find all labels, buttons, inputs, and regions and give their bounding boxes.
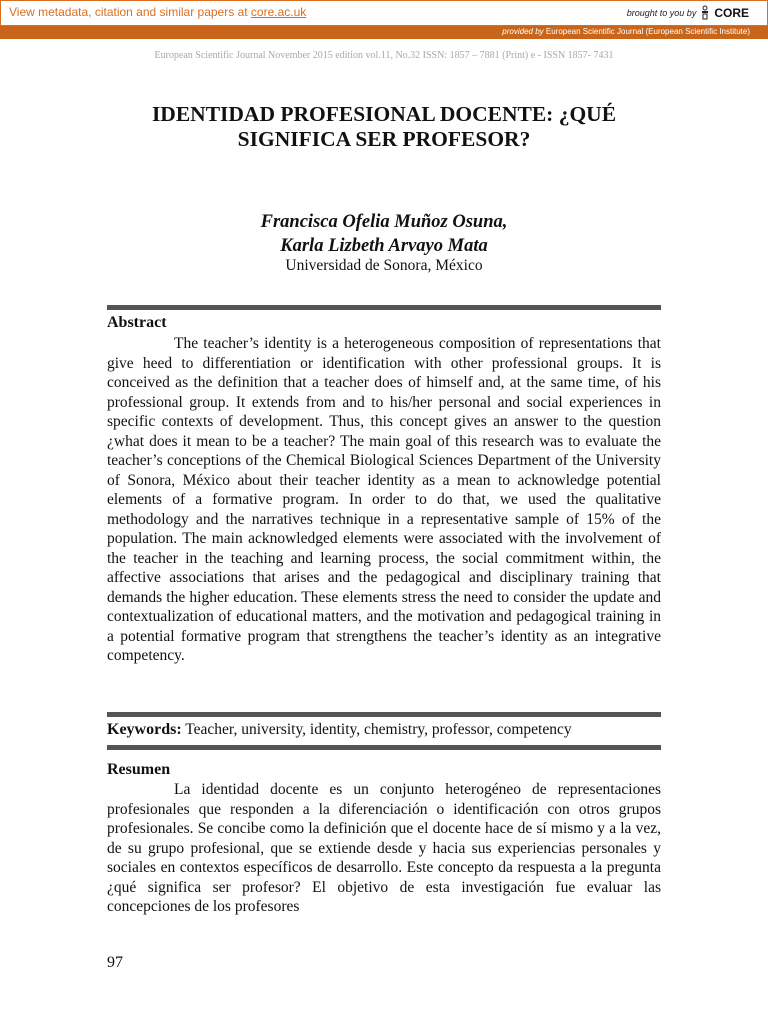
affiliation: Universidad de Sonora, México <box>285 257 483 274</box>
abstract-heading: Abstract <box>107 314 167 331</box>
resumen-heading: Resumen <box>107 761 171 778</box>
page-number: 97 <box>107 954 123 971</box>
author-2: Karla Lizbeth Arvayo Mata <box>280 236 488 256</box>
abstract-text: The teacher’s identity is a heterogeneous composition of representations that give heed to differentiation or identification with other professional groups. It is conceived as the definition that a teacher does of himself and, at the same time, of his professional group. It extends from and to his/her personal and social experiences in specific contexts of development. Thus, this concept gives an answer to the question ¿what does it mean to be a teacher? The main goal of this research was to evaluate the teacher’s conceptions of the Chemical Biological Sciences Department of the University of Sonora, México about their teacher identity as a mean to acknowledge potential elements of a formative program. In order to do that, we used the qualitative methodology and the narratives technique in a representative sample of 15% of the population. The main acknowledged elements were associated with the involvement of the teacher in the teaching and learning process, the social commitment within, the affective associations that arises and the pedagogical and disciplinary training that demands the higher education. These elements stress the need to consider the update and contextualization of educational matters, and the motivation and pedagogical training in a potential formative program that strengthens the teacher’s identity as an integrative competency. <box>107 335 661 664</box>
provided-by-source: European Scientific Journal (European Scientific Institute) <box>543 27 750 36</box>
core-link[interactable]: core.ac.uk <box>250 5 307 19</box>
brought-to-you-label: brought to you by <box>626 8 697 18</box>
keywords-bottom-rule <box>107 745 661 750</box>
core-logo-text: CORE <box>714 6 749 20</box>
core-brand[interactable] <box>627 5 749 21</box>
resumen-text: La identidad docente es un conjunto heterogéneo de representaciones profesionales que responden a la diferenciación o identificación con otros grupos profesionales. Se concibe como la definición que el docente hace de sí mismo y a la vez, de su grupo profesional, que se extiende desde y hacia sus experiencias personales y sociales en contextos específicos de desarrollo. Este concepto da respuesta a la pregunta ¿qué significa ser profesor? El objetivo de esta investigación fue evaluar las concepciones de los profesores <box>107 781 661 915</box>
core-view-label: View metadata, citation and similar papers at <box>9 5 251 19</box>
provided-by-text <box>502 27 750 36</box>
provided-by-label: provided by <box>502 27 544 36</box>
provided-by-bar <box>0 26 768 39</box>
authors <box>0 210 768 258</box>
author-1: Francisca Ofelia Muñoz Osuna, <box>260 212 508 232</box>
paper-title: IDENTIDAD PROFESIONAL DOCENTE: ¿QUÉ SIGNIFICA SER PROFESOR? <box>151 102 617 151</box>
keywords-label: Keywords: <box>107 721 182 738</box>
core-metadata-text <box>9 5 306 19</box>
keywords-top-rule <box>107 712 661 717</box>
core-logo-icon <box>699 5 711 21</box>
keywords <box>107 721 667 739</box>
journal-header: European Scientific Journal November 2015 edition vol.11, No.32 ISSN: 1857 – 7881 (Print) e - ISSN 1857- 7431 <box>154 50 614 61</box>
abstract-top-rule <box>107 305 661 310</box>
core-banner <box>0 0 768 26</box>
keywords-text: Teacher, university, identity, chemistry, professor, competency <box>181 721 572 738</box>
